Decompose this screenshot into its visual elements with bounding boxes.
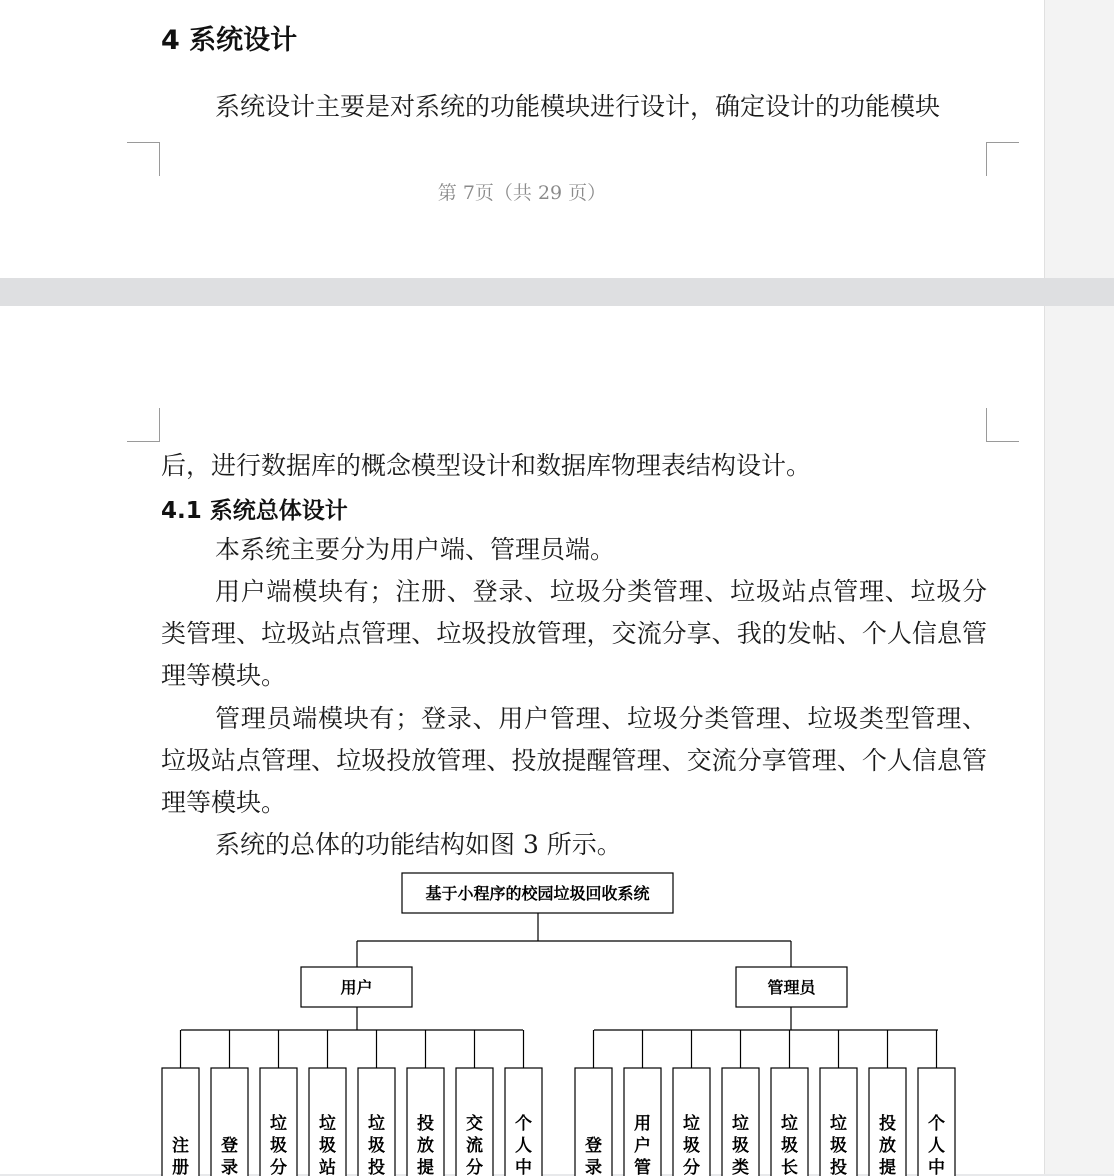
admin-module-row — [575, 1068, 955, 1176]
module-label: 垃圾投 — [368, 1114, 385, 1176]
admin-node-label: 管理员 — [767, 978, 816, 997]
module-label: 投放提 — [417, 1114, 434, 1176]
module-label: 用户管 — [634, 1114, 651, 1176]
page-gap — [0, 278, 1114, 306]
module-label: 注册 — [172, 1136, 189, 1176]
module-label: 垃圾类 — [732, 1114, 749, 1176]
document-page-7 — [0, 0, 1044, 278]
margin-corner-bottom-right — [986, 142, 1019, 176]
body-paragraph: 管理员端模块有；登录、用户管理、垃圾分类管理、垃圾类型管理、垃圾站点管理、垃圾投放管理、投放提醒管理、交流分享管理、个人信息管理等模块。 — [161, 704, 987, 817]
module-label: 登录 — [221, 1136, 238, 1176]
margin-corner-bottom-left — [127, 142, 160, 176]
module-label: 交流分 — [466, 1114, 483, 1176]
right-side-pane — [1044, 0, 1114, 1174]
body-paragraph: 本系统主要分为用户端、管理员端。 — [215, 535, 616, 564]
root-node-label: 基于小程序的校园垃圾回收系统 — [425, 884, 650, 903]
continuation-paragraph: 后，进行数据库的概念模型设计和数据库物理表结构设计。 — [161, 451, 812, 480]
body-paragraph: 用户端模块有；注册、登录、垃圾分类管理、垃圾站点管理、垃圾分类管理、垃圾站点管理、垃圾投放管理，交流分享、我的发帖、个人信息管理等模块。 — [161, 577, 987, 690]
module-label: 个人中 — [515, 1114, 532, 1176]
body-paragraph: 系统的总体的功能结构如图 3 所示。 — [215, 830, 622, 859]
margin-corner-top-right — [986, 408, 1019, 442]
module-label: 垃圾投 — [830, 1114, 847, 1176]
module-label: 投放提 — [879, 1114, 896, 1176]
section-heading: 4.1 系统总体设计 — [161, 498, 348, 524]
module-label: 垃圾分 — [270, 1114, 287, 1176]
user-node-label: 用户 — [340, 978, 373, 997]
module-label: 垃圾长 — [781, 1114, 798, 1176]
module-label: 登录 — [585, 1136, 602, 1176]
module-label: 垃圾站 — [319, 1114, 336, 1176]
page-footer: 第 7页（共 29 页） — [437, 182, 607, 204]
module-label: 垃圾分 — [683, 1114, 700, 1176]
function-structure-diagram — [0, 866, 1044, 1176]
document-page-8 — [0, 306, 1044, 1174]
module-label: 个人中 — [928, 1114, 945, 1176]
chapter-heading: 4 系统设计 — [161, 25, 298, 56]
user-module-row — [162, 1068, 542, 1176]
chapter-intro-paragraph: 系统设计主要是对系统的功能模块进行设计，确定设计的功能模块 — [215, 92, 941, 121]
margin-corner-top-left — [127, 408, 160, 442]
